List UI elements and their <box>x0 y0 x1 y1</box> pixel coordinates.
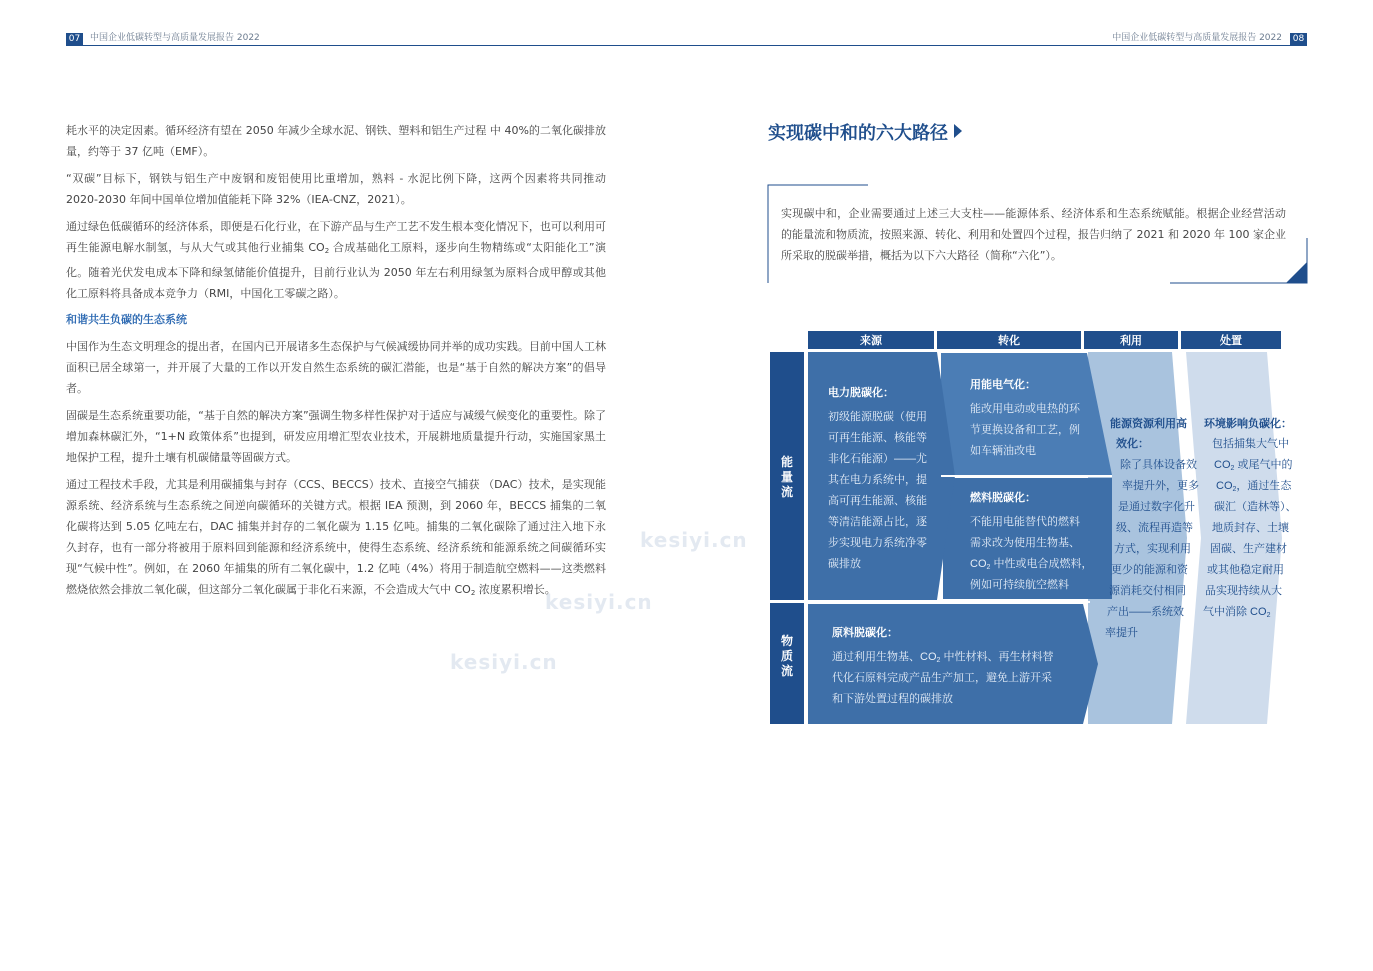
svg-text:碳排放: 碳排放 <box>828 558 861 570</box>
intro-text: 实现碳中和，企业需要通过上述三大支柱——能源体系、经济体系和生态系统赋能。根据企业经营活动的能量流和物质流，按照来源、转化、利用和处置四个过程，报告归纳了 2021 和 2020 年 100 家企业所采取的脱碳举措，概括为以下六大路径（简称“六化”）。 <box>781 207 1286 262</box>
paragraph: 固碳是生态系统重要功能，“基于自然的解决方案”强调生物多样性保护对于适应与减缓气候变化的重要性。除了增加森林碳汇外，“1+N 政策体系”也提到，研发应用增汇型农业技术，开展耕地质量提升行动，实施国家黑土地保护工程，提升土壤有机碳储量等固碳方式。 <box>66 409 606 464</box>
box-title: 原料脱碳化： <box>832 627 898 639</box>
svg-text:其在电力系统中，提: 其在电力系统中，提 <box>828 474 927 486</box>
svg-text:地质封存、土壤: 地质封存、土壤 <box>1212 522 1289 534</box>
svg-text:例如可持续航空燃料: 例如可持续航空燃料 <box>970 579 1069 591</box>
svg-text:和下游处置过程的碳排放: 和下游处置过程的碳排放 <box>832 693 953 705</box>
material-decarbonization-box <box>808 604 1098 724</box>
paragraph: 通过绿色低碳循环的经济体系，即便是石化行业，在下游产品与生产工艺不发生根本变化情况下，也可以利用可再生能源电解水制氢，与从大气或其他行业捕集 $CO_2$ 合成基础化工原料，逐步向生物精练或“太阳能化工”演化。随着光伏发电成本下降和绿氢储能价值提升，目前行业认为 2050 年左右利用绿氢为原料合成甲醇或其他化工原料将具备成本竞争力（RMI，中国化工零碳之路）。 <box>66 220 606 300</box>
svg-text:不能用电能替代的燃料: 不能用电能替代的燃料 <box>970 516 1080 528</box>
svg-text:能改用电动或电热的环: 能改用电动或电热的环 <box>970 403 1080 415</box>
col-label: 利用 <box>1120 335 1142 347</box>
subheading: 和谐共生负碳的生态系统 <box>66 313 187 326</box>
negative-carbon-box <box>1186 352 1282 724</box>
col-label: 来源 <box>860 335 882 347</box>
svg-text:非化石能源）——尤: 非化石能源）——尤 <box>828 453 927 465</box>
row-label-char: 能量流 <box>780 455 794 499</box>
svg-text:节更换设备和工艺，例: 节更换设备和工艺，例 <box>970 424 1080 436</box>
svg-text:效化：: 效化： <box>1116 438 1149 450</box>
box-title: 用能电气化： <box>970 379 1036 391</box>
paragraph: “双碳”目标下，钢铁与铝生产中废钢和废铝使用比重增加，熟料 - 水泥比例下降，这两个因素将共同推动 2020-2030 年间中国单位增加值能耗下降 32%（IEA-CNZ，2021）。 <box>66 172 606 206</box>
svg-text:步实现电力系统净零: 步实现电力系统净零 <box>828 537 927 549</box>
svg-text:初级能源脱碳（使用: 初级能源脱碳（使用 <box>828 411 927 423</box>
left-header-title: 中国企业低碳转型与高质量发展报告 2022 <box>90 33 260 43</box>
svg-text:方式，实现利用: 方式，实现利用 <box>1114 543 1191 555</box>
svg-text:级、流程再造等: 级、流程再造等 <box>1116 522 1193 534</box>
svg-text:气中消除 CO2: 气中消除 CO2 <box>1203 606 1271 619</box>
svg-text:或其他稳定耐用: 或其他稳定耐用 <box>1207 564 1284 576</box>
watermark: kesiyi.cn <box>640 528 748 552</box>
svg-text:更少的能源和资: 更少的能源和资 <box>1111 564 1188 576</box>
svg-text:可再生能源、核能等: 可再生能源、核能等 <box>828 432 927 444</box>
box-title: 燃料脱碳化： <box>970 492 1036 504</box>
row-label-char: 物质流 <box>780 634 794 678</box>
svg-text:CO2，通过生态: CO2，通过生态 <box>1216 480 1292 493</box>
paragraph: 通过工程技术手段，尤其是利用碳捕集与封存（CCS、BECCS）技术、直接空气捕获 （DAC）技术，是实现能源系统、经济系统与生态系统之间逆向碳循环的关键方式。根据 IEA 预测，到 2060 年，BECCS 捕集的二氧化碳将达到 5.05 亿吨左右，DAC 捕集并封存的二氧化碳为 1.15 亿吨。捕集的二氧化碳除了通过注入地下永久封存，也有一部分将被用于原料回到能源和经济系统中，使得生态系统、经济系统和能源系统之间碳循环实现“气候中性”。例如，在 2060 年捕集的所有二氧化碳中，1.2 亿吨（4%）将用于制造航空燃料——这类燃料燃烧依然会排放二氧化碳，但这部分二氧化碳属于非化石来源，不会造成大气中 $CO_2$ 浓度累积增长。 <box>66 478 606 597</box>
watermark: kesiyi.cn <box>545 590 653 614</box>
svg-text:源消耗交付相同: 源消耗交付相同 <box>1109 585 1186 597</box>
svg-text:CO2 或尾气中的: CO2 或尾气中的 <box>1214 459 1293 472</box>
right-page-number: 08 <box>1290 33 1307 45</box>
left-page-number: 07 <box>66 33 83 45</box>
svg-text:等清洁能源占比，逐: 等清洁能源占比，逐 <box>828 516 927 528</box>
svg-text:是通过数字化升: 是通过数字化升 <box>1118 501 1195 513</box>
watermark: kesiyi.cn <box>450 650 558 674</box>
svg-text:产出——系统效: 产出——系统效 <box>1107 606 1184 618</box>
svg-text:如车辆油改电: 如车辆油改电 <box>970 445 1036 457</box>
right-header-title: 中国企业低碳转型与高质量发展报告 2022 <box>1112 33 1282 43</box>
svg-text:率提升: 率提升 <box>1105 627 1138 639</box>
svg-text:固碳、生产建材: 固碳、生产建材 <box>1210 543 1287 555</box>
svg-text:品实现持续从大: 品实现持续从大 <box>1205 585 1282 597</box>
col-label: 转化 <box>998 335 1020 347</box>
svg-text:除了具体设备效: 除了具体设备效 <box>1120 459 1197 471</box>
box-title: 环境影响负碳化： <box>1204 418 1292 430</box>
col-label: 处置 <box>1220 335 1242 347</box>
svg-text:通过利用生物基、CO2 中性材料、再生材料替: 通过利用生物基、CO2 中性材料、再生材料替 <box>832 651 1054 664</box>
svg-text:碳汇（造林等）、: 碳汇（造林等）、 <box>1214 501 1297 513</box>
paragraph: 耗水平的决定因素。循环经济有望在 2050 年减少全球水泥、钢铁、塑料和铝生产过程 中 40%的二氧化碳排放量，约等于 37 亿吨（EMF）。 <box>66 124 606 158</box>
box-title: 能源资源利用高 <box>1110 418 1187 430</box>
svg-text:CO2 中性或电合成燃料，: CO2 中性或电合成燃料， <box>970 558 1093 571</box>
paragraph: 中国作为生态文明理念的提出者，在国内已开展诸多生态保护与气候减缓协同并举的成功实践。目前中国人工林面积已居全球第一，并开展了大量的工作以开发自然生态系统的碳汇潜能，也是“基于自然的解决方案”的倡导者。 <box>66 340 606 395</box>
svg-text:需求改为使用生物基、: 需求改为使用生物基、 <box>970 537 1080 549</box>
box-title: 电力脱碳化： <box>828 387 894 399</box>
section-title: 实现碳中和的六大路径 <box>768 120 962 148</box>
svg-text:包括捕集大气中: 包括捕集大气中 <box>1212 438 1289 450</box>
svg-text:代化石原料完成产品生产加工，避免上游开采: 代化石原料完成产品生产加工，避免上游开采 <box>832 672 1052 684</box>
svg-text:高可再生能源、核能: 高可再生能源、核能 <box>828 495 927 507</box>
svg-text:率提升外，更多: 率提升外，更多 <box>1122 480 1199 492</box>
